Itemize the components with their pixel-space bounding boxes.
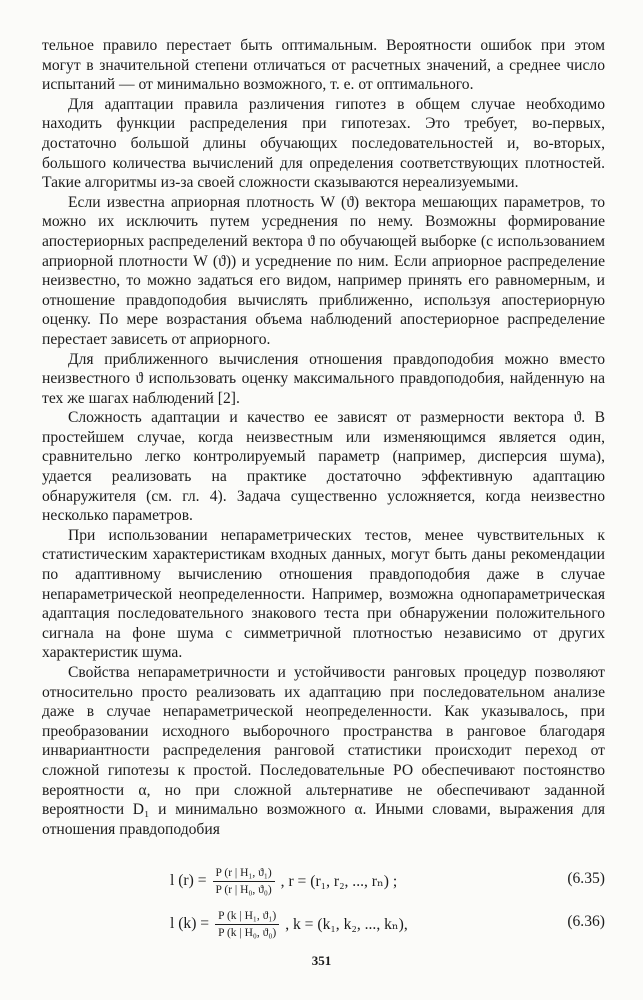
paragraph-3: Если известна априорная плотность W (ϑ) вектора мешающих параметров, то можно их исключить путем усреднения по нему. Возможны формирование апостериорных распределений вектора ϑ по обучающей выборке (с использованием априорной плотности W (ϑ)) и усреднение по ним. Если априорное распределение неизвестно, то можно задаться его видом, например принять его равномерным, и отношение правдоподобия вычислять приближенно, используя апостериорную оценку. По мере возрастания объема наблюдений апостериорное распределение перестает зависеть от априорного.: [42, 193, 605, 348]
equation-number: (6.35): [567, 870, 605, 887]
page-number: 351: [311, 953, 332, 968]
equation-number: (6.36): [567, 913, 605, 930]
fraction-denominator: P (k | H₀, ϑ₀): [218, 926, 277, 939]
paragraph-5: Сложность адаптации и качество ее зависят от размерности вектора ϑ. В простейшем случае, когда неизвестным или изменяющимся является один, сравнительно легко контролируемый параметр (например, дисперсия шума), удается реализовать на практике достаточно эффективную адаптацию обнаружителя (см. гл. 4). Задача существенно усложняется, когда неизвестно несколько параметров.: [42, 409, 605, 525]
paragraph-4: Для приближенного вычисления отношения правдоподобия можно вместо неизвестного ϑ использовать оценку максимального правдоподобия, найденную на тех же шагах наблюдений [2].: [42, 350, 605, 407]
equation-rhs: , k = (k₁, k₂, ..., kₙ),: [285, 915, 408, 933]
equation-lhs: l (r) =: [170, 872, 207, 889]
fraction-numerator: P (r | H₁, ϑ₁): [213, 866, 275, 882]
equation-6-35: [42, 858, 605, 904]
paragraph-1: тельное правило перестает быть оптимальным. Вероятности ошибок при этом могут в значительной степени отличаться от расчетных значений, а среднее число испытаний — от минимально возможного, т. е. от оптимального.: [42, 37, 605, 94]
paragraph-2: Для адаптации правила различения гипотез в общем случае необходимо находить функции распределения при гипотезах. Это требует, во-первых, достаточно большой длины обучающих последовательностей и, во-вторых, большого количества вычислений для определения соответствующих плотностей. Такие алгоритмы из-за своей сложности сказываются нереализуемыми.: [42, 95, 605, 192]
equation-rhs: , r = (r₁, r₂, ..., rₙ) ;: [280, 872, 398, 890]
fraction-denominator: P (r | H₀, ϑ₀): [215, 883, 272, 896]
equation-fraction: [215, 909, 279, 940]
paragraph-6: При использовании непараметрических тестов, менее чувствительных к статистическим характеристикам входных данных, могут быть даны рекомендации по адаптивному вычислению отношения правдоподобия даже в случае непараметрической неопределенности. Например, возможна однопараметрическая адаптация последовательного знакового теста при обнаружении положительного сигнала на фоне шума с симметричной плотностью независимо от других характеристик шума.: [42, 526, 605, 662]
equation-fraction: [213, 866, 275, 897]
fraction-numerator: P (k | H₁, ϑ₁): [215, 909, 279, 925]
paragraph-7: Свойства непараметричности и устойчивости ранговых процедур позволяют относительно просто реализовать их адаптацию при последовательном анализе даже в случае непараметрической неопределенности. Как указывалось, при преобразовании исходного выборочного пространства в ранговое благодаря инвариантности распределения ранговой статистики происходит переход от сложной гипотезы к простой. Последовательные РО обеспечивают постоянство вероятности α, но при сложной альтернативе не обеспечивают заданной вероятности D₁ и минимально возможного α. Иными словами, выражения для отношения правдоподобия: [42, 664, 605, 838]
body-text: [42, 36, 605, 839]
equation-lhs: l (k) =: [170, 915, 210, 932]
equation-6-36: [42, 901, 605, 947]
